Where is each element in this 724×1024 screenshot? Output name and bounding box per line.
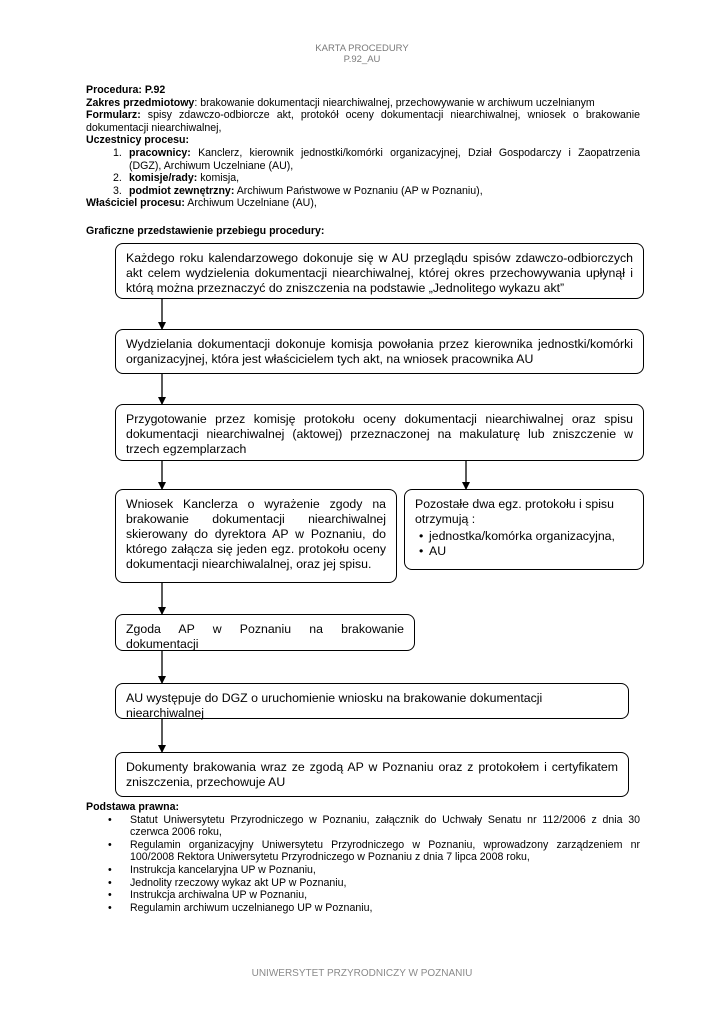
procedure-label: Procedura: P.92: [86, 84, 166, 96]
list-item: • Regulamin archiwum uczelnianego UP w Poznaniu,: [86, 902, 640, 915]
flow-step-copies: [404, 489, 644, 570]
legal-title: Podstawa prawna:: [86, 801, 180, 813]
legal-basis: [86, 801, 640, 914]
list-item: • Statut Uniwersytetu Przyrodniczego w Poznaniu, załącznik do Uchwały Senatu nr 112/2006 z dnia 30 czerwca 2006 roku,: [86, 814, 640, 839]
form-text: spisy zdawczo-odbiorcze akt, protokół oceny dokumentacji niearchiwalnej, wniosek o brakowanie dokumentacji niearchiwalnej,: [86, 109, 640, 134]
flow-step-storage: Dokumenty brakowania wraz ze zgodą AP w Poznaniu oraz z protokołem i certyfikatem zniszczenia, przechowuje AU: [115, 752, 629, 797]
flow-title: Graficzne przedstawienie przebiegu procedury:: [86, 225, 325, 237]
scope-text: : brakowanie dokumentacji niearchiwalnej, przechowywanie w archiwum uczelnianym: [194, 96, 595, 109]
flow-step-consent: Zgoda AP w Poznaniu na brakowanie dokumentacji: [115, 614, 415, 651]
owner-label: Właściciel procesu:: [86, 197, 185, 210]
participants-label: Uczestnicy procesu:: [86, 134, 190, 147]
list-item: • Regulamin organizacyjny Uniwersytetu Przyrodniczego w Poznaniu, wprowadzony zarządzeniem nr 100/2008 Rektora Uniwersytetu Przyrodniczego w Poznaniu z dnia 7 lipca 2008 roku,: [86, 839, 640, 864]
copies-text: Pozostałe dwa egz. protokołu i spisu otrzymują :: [415, 497, 614, 526]
scope-label: Zakres przedmiotowy: [86, 96, 195, 109]
flow-step-dgz: AU występuje do DGZ o uruchomienie wniosku na brakowanie dokumentacji niearchiwalnej: [115, 683, 629, 719]
list-item: • Instrukcja kancelaryjna UP w Poznaniu,: [86, 864, 640, 877]
legal-list: [86, 814, 640, 915]
form-label: Formularz:: [86, 109, 141, 122]
header-title: KARTA PROCEDURY: [315, 43, 409, 54]
participant-item: 2. komisje/rady: komisja,: [113, 172, 240, 185]
list-item: • jednostka/komórka organizacyjna,: [429, 529, 633, 544]
list-item: • Jednolity rzeczowy wykaz akt UP w Poznaniu,: [86, 877, 640, 890]
copies-list: [415, 529, 633, 559]
footer-university: UNIWERSYTET PRZYRODNICZY W POZNANIU: [251, 968, 473, 979]
flow-step-request: Wniosek Kanclerza o wyrażenie zgody na brakowanie dokumentacji niearchiwalnej skierowany do dyrektora AP w Poznaniu, do którego załącza się jeden egz. protokołu oceny dokumentacji niearchiwalalnej, oraz jej spisu.: [115, 489, 397, 583]
participant-item: 1. pracownicy: Kanclerz, kierownik jednostki/komórki organizacyjnej, Dział Gospodarczy i Zaopatrzenia (DGZ), Archiwum Uczelniane (AU),: [113, 146, 640, 172]
list-item: • AU: [429, 544, 633, 559]
participant-item: 3. podmiot zewnętrzny: Archiwum Państwowe w Poznaniu (AP w Poznaniu),: [113, 184, 483, 197]
flow-step-protocol: Przygotowanie przez komisję protokołu oceny dokumentacji niearchiwalnej oraz spisu dokumentacji niearchiwalnej (aktowej) przeznaczonej na makulaturę lub zniszczenie w trzech egzemplarzach: [115, 404, 644, 461]
owner-text: Archiwum Uczelniane (AU),: [184, 197, 317, 210]
flow-step-review: Każdego roku kalendarzowego dokonuje się w AU przeglądu spisów zdawczo-odbiorczych akt celem wydzielenia dokumentacji niearchiwalnej, której okres przechowywania upłynął i którą można przeznaczyć do zniszczenia na podstawie „Jednolitego wykazu akt”: [115, 243, 644, 299]
header-code: P.92_AU: [343, 54, 381, 65]
list-item: • Instrukcja archiwalna UP w Poznaniu,: [86, 889, 640, 902]
flow-step-separation: Wydzielania dokumentacji dokonuje komisja powołania przez kierownika jednostki/komórki organizacyjnej, która jest właścicielem tych akt, na wniosek pracownika AU: [115, 329, 644, 374]
